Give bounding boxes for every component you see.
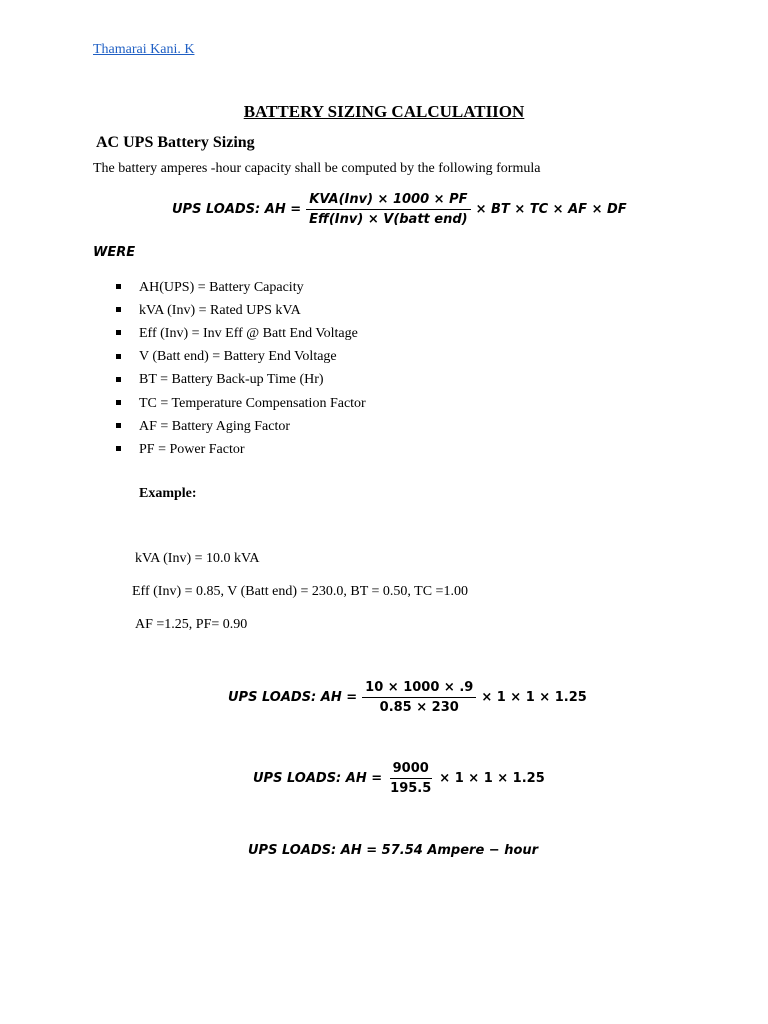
calc2-numerator: 9000 [390, 761, 432, 779]
example-line-1: kVA (Inv) = 10.0 kVA [135, 551, 260, 566]
formula-fraction [306, 192, 470, 227]
bullet-icon [116, 307, 121, 312]
definition-text: AF = Battery Aging Factor [139, 418, 290, 434]
definition-text: kVA (Inv) = Rated UPS kVA [139, 302, 301, 318]
calc-step-2 [253, 761, 545, 796]
example-line-2: Eff (Inv) = 0.85, V (Batt end) = 230.0, BT = 0.50, TC =1.00 [132, 584, 468, 599]
definition-list [116, 276, 366, 462]
bullet-icon [116, 446, 121, 451]
calc1-numerator: 10 × 1000 × .9 [362, 680, 476, 698]
result-text: UPS LOADS: AH = 57.54 Ampere − hour [248, 843, 539, 858]
list-item [116, 346, 366, 369]
definition-text: AH(UPS) = Battery Capacity [139, 279, 304, 295]
list-item [116, 299, 366, 322]
calc1-lhs: UPS LOADS: AH = [228, 690, 358, 705]
list-item [116, 438, 366, 461]
were-label: WERE [93, 245, 136, 260]
list-item [116, 369, 366, 392]
definition-text: Eff (Inv) = Inv Eff @ Batt End Voltage [139, 325, 358, 341]
calc2-fraction [387, 761, 434, 796]
formula-denominator: Eff(Inv) × V(batt end) [309, 212, 468, 227]
bullet-icon [116, 400, 121, 405]
calc2-factors: × 1 × 1 × 1.25 [439, 771, 545, 786]
example-line-3: AF =1.25, PF= 0.90 [135, 617, 248, 632]
formula-factors: × BT × TC × AF × DF [475, 202, 627, 217]
list-item [116, 276, 366, 299]
bullet-icon [116, 330, 121, 335]
list-item [116, 392, 366, 415]
bullet-icon [116, 354, 121, 359]
definition-text: PF = Power Factor [139, 441, 245, 457]
bullet-icon [116, 284, 121, 289]
bullet-icon [116, 423, 121, 428]
formula-numerator: KVA(Inv) × 1000 × PF [306, 192, 470, 210]
example-heading: Example: [139, 486, 197, 501]
intro-paragraph: The battery amperes -hour capacity shall be computed by the following formula [93, 161, 541, 176]
calc-result [248, 843, 538, 858]
list-item [116, 415, 366, 438]
formula-lhs: UPS LOADS: AH = [172, 202, 302, 217]
definition-text: V (Batt end) = Battery End Voltage [139, 349, 337, 365]
calc-step-1 [228, 680, 587, 715]
main-formula [172, 192, 627, 227]
calc2-lhs: UPS LOADS: AH = [253, 771, 383, 786]
calc1-denominator: 0.85 × 230 [379, 700, 459, 715]
calc2-denominator: 195.5 [390, 781, 432, 796]
calc1-fraction [362, 680, 476, 715]
list-item [116, 322, 366, 345]
section-heading: AC UPS Battery Sizing [96, 134, 255, 151]
definition-text: BT = Battery Back-up Time (Hr) [139, 372, 324, 388]
author-link[interactable]: Thamarai Kani. K [93, 42, 195, 57]
page-title: BATTERY SIZING CALCULATIION [243, 102, 525, 121]
definition-text: TC = Temperature Compensation Factor [139, 395, 366, 411]
calc1-factors: × 1 × 1 × 1.25 [481, 690, 587, 705]
bullet-icon [116, 377, 121, 382]
